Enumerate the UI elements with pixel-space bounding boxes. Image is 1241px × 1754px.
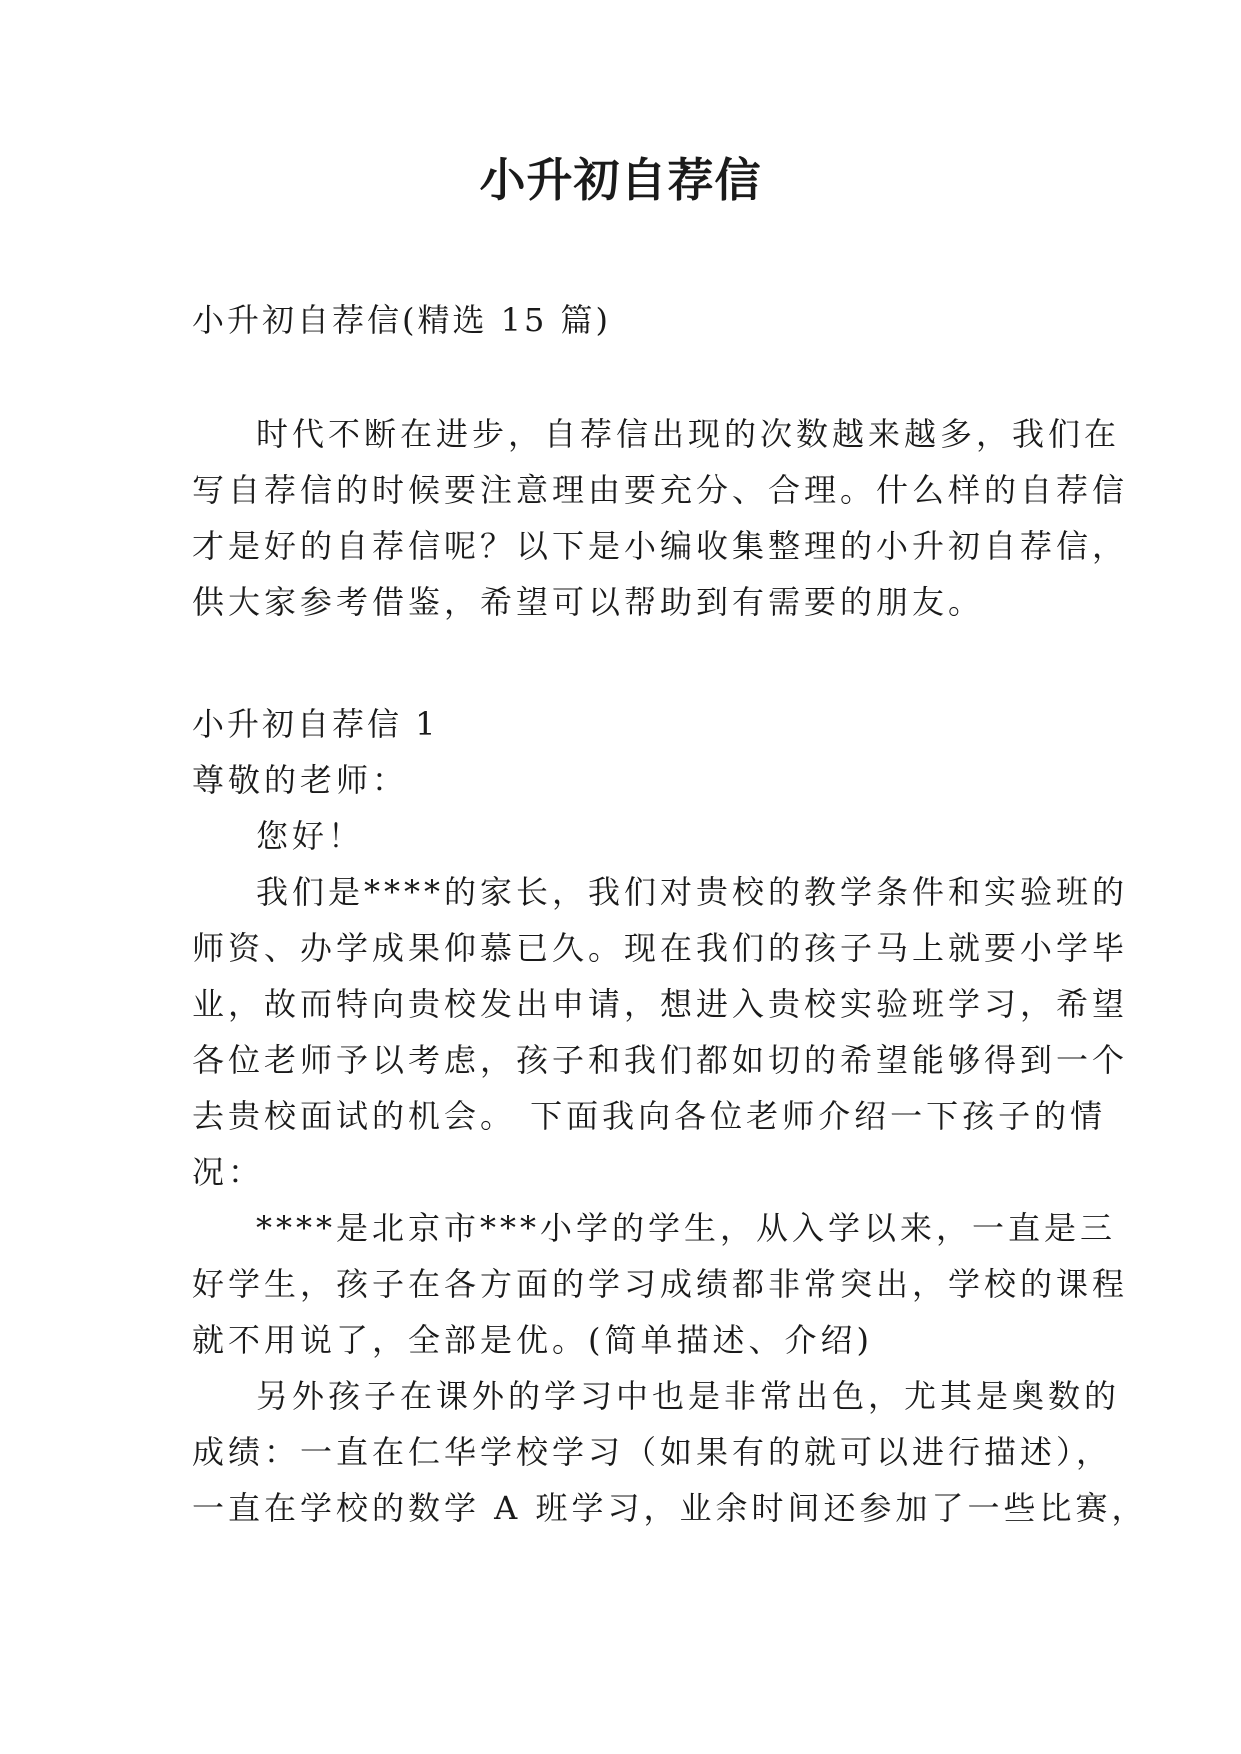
body-line: 业，故而特向贵校发出申请，想进入贵校实验班学习，希望 bbox=[192, 985, 1129, 1023]
body-line: ****是北京市***小学的学生，从入学以来，一直是三 bbox=[256, 1209, 1117, 1247]
intro-paragraph bbox=[192, 406, 1129, 630]
intro-line: 写自荐信的时候要注意理由要充分、合理。什么样的自荐信 bbox=[192, 471, 1129, 509]
document-title: 小升初自荐信 bbox=[479, 153, 762, 207]
document-subtitle: 小升初自荐信(精选 15 篇) bbox=[192, 301, 612, 339]
body-line: 师资、办学成果仰慕已久。现在我们的孩子马上就要小学毕 bbox=[192, 929, 1129, 967]
body-line: 我们是****的家长，我们对贵校的教学条件和实验班的 bbox=[256, 873, 1129, 911]
intro-line: 才是好的自荐信呢？以下是小编收集整理的小升初自荐信， bbox=[192, 527, 1129, 565]
salutation: 尊敬的老师： bbox=[192, 761, 409, 799]
body-line: 去贵校面试的机会。 下面我向各位老师介绍一下孩子的情 bbox=[192, 1097, 1107, 1135]
body-line: 成绩：一直在仁华学校学习（如果有的就可以进行描述）， bbox=[192, 1433, 1113, 1471]
body-line: 另外孩子在课外的学习中也是非常出色，尤其是奥数的 bbox=[256, 1377, 1121, 1415]
body-line: 况： bbox=[192, 1153, 265, 1191]
body-line: 各位老师予以考虑，孩子和我们都如切的希望能够得到一个 bbox=[192, 1041, 1129, 1079]
intro-line: 供大家参考借鉴，希望可以帮助到有需要的朋友。 bbox=[192, 583, 985, 621]
intro-line: 时代不断在进步，自荐信出现的次数越来越多，我们在 bbox=[256, 415, 1121, 453]
section-heading: 小升初自荐信 1 bbox=[192, 705, 439, 743]
greeting-line: 您好！ bbox=[256, 817, 365, 855]
body-line: 一直在学校的数学 A 班学习，业余时间还参加了一些比赛， bbox=[192, 1489, 1148, 1527]
letter-body bbox=[192, 808, 1148, 1536]
body-line: 好学生，孩子在各方面的学习成绩都非常突出，学校的课程 bbox=[192, 1265, 1129, 1303]
body-line: 就不用说了，全部是优。(简单描述、介绍) bbox=[192, 1321, 873, 1359]
